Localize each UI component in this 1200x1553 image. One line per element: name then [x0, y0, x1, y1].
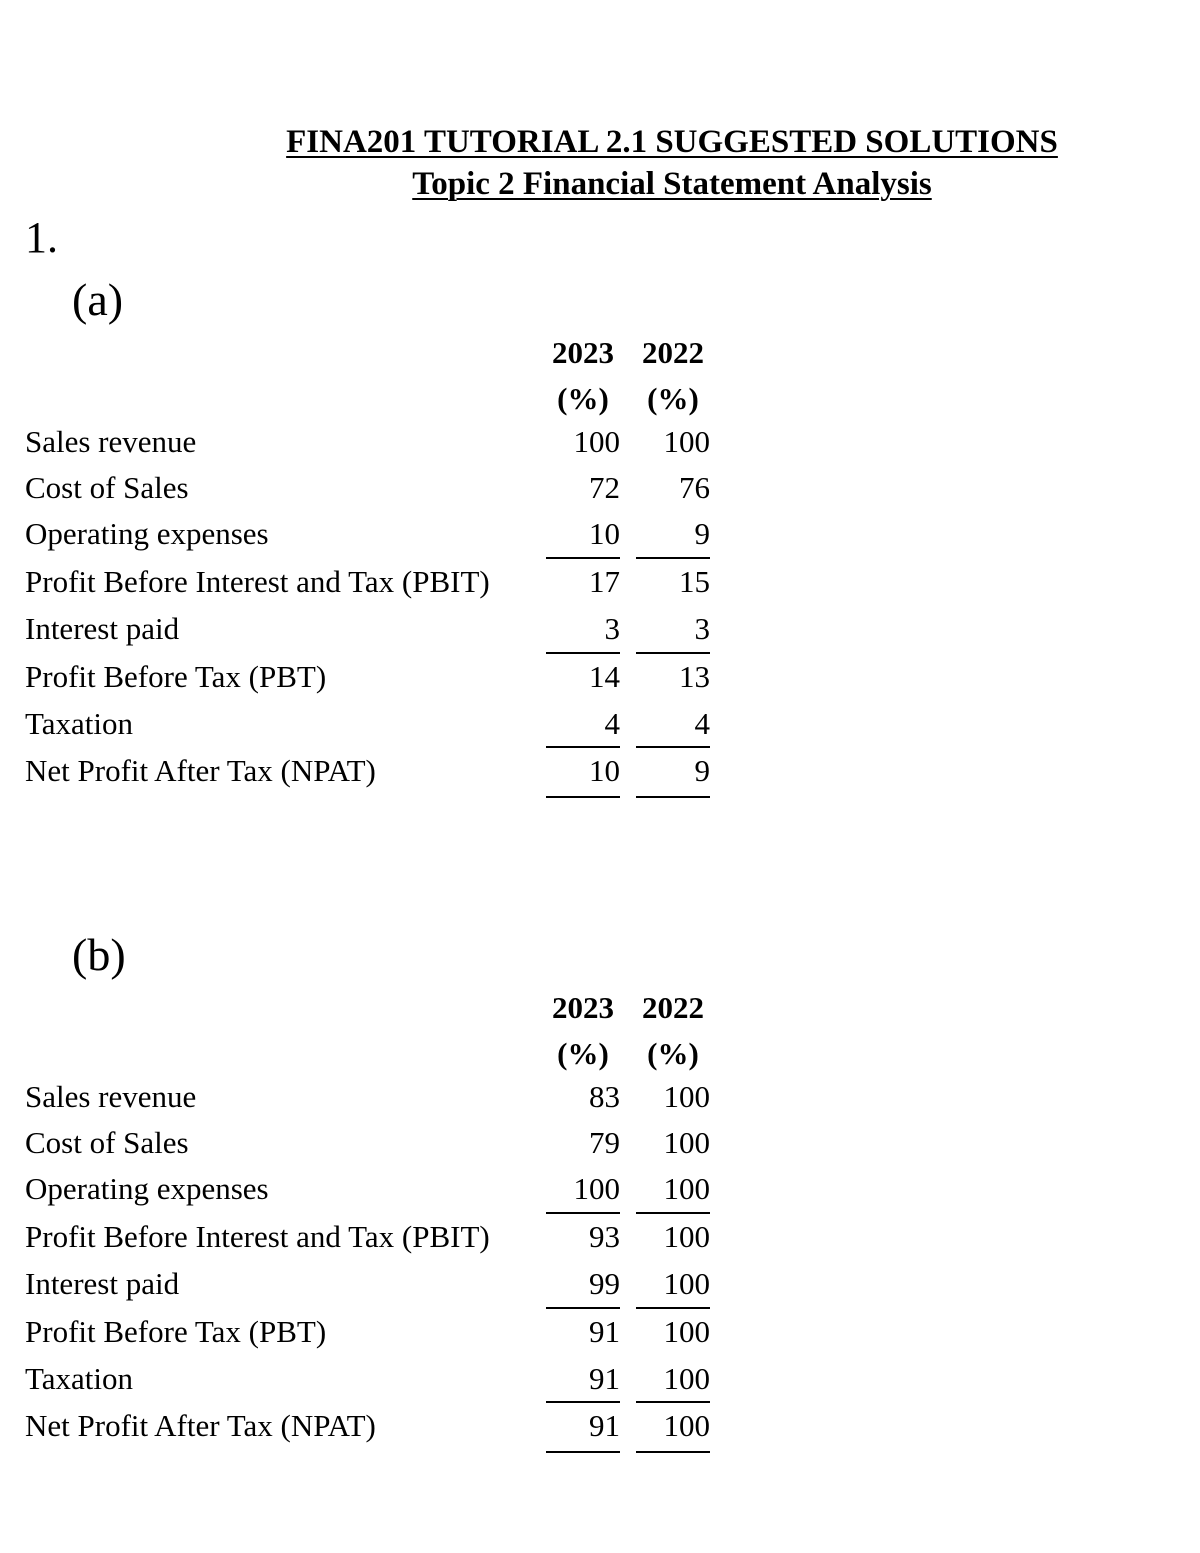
- row-label: Profit Before Tax (PBT): [25, 659, 327, 694]
- value-2022: 100: [663, 1219, 710, 1254]
- value-2023: 17: [589, 564, 620, 599]
- table-row: [0, 1120, 760, 1166]
- row-label: Cost of Sales: [25, 1125, 189, 1160]
- total-rule: [636, 796, 710, 798]
- value-2022: 4: [694, 706, 710, 741]
- table-row: [0, 419, 760, 465]
- row-label: Taxation: [25, 1361, 134, 1396]
- value-2022: 15: [679, 564, 710, 599]
- value-2023: 10: [589, 516, 620, 551]
- column-header-2022: 2022: [642, 335, 704, 370]
- row-label: Cost of Sales: [25, 470, 189, 505]
- row-label: Taxation: [25, 706, 134, 741]
- value-2023: 4: [604, 706, 620, 741]
- column-unit-2022: (%): [647, 1036, 699, 1071]
- total-rule: [546, 796, 620, 798]
- table-row: [0, 1074, 760, 1120]
- header-unit-row: [0, 1031, 760, 1077]
- value-2022: 100: [663, 424, 710, 459]
- table-row: [0, 1214, 760, 1260]
- header-year-row: [0, 985, 760, 1031]
- row-label: Sales revenue: [25, 1079, 197, 1114]
- value-2022: 13: [679, 659, 710, 694]
- document-subtitle: Topic 2 Financial Statement Analysis: [412, 166, 932, 202]
- table-row: [0, 1356, 760, 1402]
- table-row: [0, 748, 760, 794]
- value-2022: 100: [663, 1171, 710, 1206]
- document-title: FINA201 TUTORIAL 2.1 SUGGESTED SOLUTIONS: [286, 124, 1058, 160]
- row-label: Profit Before Interest and Tax (PBIT): [25, 564, 490, 599]
- value-2022: 100: [663, 1314, 710, 1349]
- value-2022: 3: [694, 611, 710, 646]
- table-row: [0, 1309, 760, 1355]
- row-label: Profit Before Interest and Tax (PBIT): [25, 1219, 490, 1254]
- row-label: Net Profit After Tax (NPAT): [25, 753, 376, 788]
- value-2022: 9: [694, 753, 710, 788]
- table-row: [0, 1166, 760, 1212]
- value-2022: 9: [694, 516, 710, 551]
- row-label: Interest paid: [25, 1266, 180, 1301]
- row-label: Operating expenses: [25, 1171, 269, 1206]
- table-row: [0, 1261, 760, 1307]
- column-header-2023: 2023: [552, 990, 614, 1025]
- column-header-2023: 2023: [552, 335, 614, 370]
- column-unit-2022: (%): [647, 381, 699, 416]
- header-year-row: [0, 330, 760, 376]
- table-row: [0, 1403, 760, 1449]
- value-2023: 100: [573, 424, 620, 459]
- row-label: Net Profit After Tax (NPAT): [25, 1408, 376, 1443]
- table-row: [0, 465, 760, 511]
- row-label: Sales revenue: [25, 424, 197, 459]
- header-unit-row: [0, 376, 760, 422]
- value-2023: 14: [589, 659, 620, 694]
- column-unit-2023: (%): [557, 1036, 609, 1071]
- value-2023: 79: [589, 1125, 620, 1160]
- value-2023: 10: [589, 753, 620, 788]
- total-rule: [636, 1451, 710, 1453]
- value-2023: 100: [573, 1171, 620, 1206]
- table-row: [0, 511, 760, 557]
- value-2023: 72: [589, 470, 620, 505]
- part-a-label: (a): [72, 274, 124, 325]
- value-2022: 100: [663, 1361, 710, 1396]
- value-2022: 100: [663, 1408, 710, 1443]
- row-label: Interest paid: [25, 611, 180, 646]
- table-row: [0, 606, 760, 652]
- column-header-2022: 2022: [642, 990, 704, 1025]
- value-2022: 100: [663, 1266, 710, 1301]
- column-unit-2023: (%): [557, 381, 609, 416]
- table-row: [0, 701, 760, 747]
- question-number: 1.: [25, 213, 58, 262]
- table-row: [0, 654, 760, 700]
- value-2023: 93: [589, 1219, 620, 1254]
- total-rule: [546, 1451, 620, 1453]
- table-row: [0, 559, 760, 605]
- value-2022: 76: [679, 470, 710, 505]
- row-label: Profit Before Tax (PBT): [25, 1314, 327, 1349]
- value-2023: 99: [589, 1266, 620, 1301]
- row-label: Operating expenses: [25, 516, 269, 551]
- value-2023: 91: [589, 1361, 620, 1396]
- value-2023: 91: [589, 1314, 620, 1349]
- value-2022: 100: [663, 1125, 710, 1160]
- value-2022: 100: [663, 1079, 710, 1114]
- part-b-label: (b): [72, 929, 126, 980]
- value-2023: 91: [589, 1408, 620, 1443]
- value-2023: 83: [589, 1079, 620, 1114]
- value-2023: 3: [604, 611, 620, 646]
